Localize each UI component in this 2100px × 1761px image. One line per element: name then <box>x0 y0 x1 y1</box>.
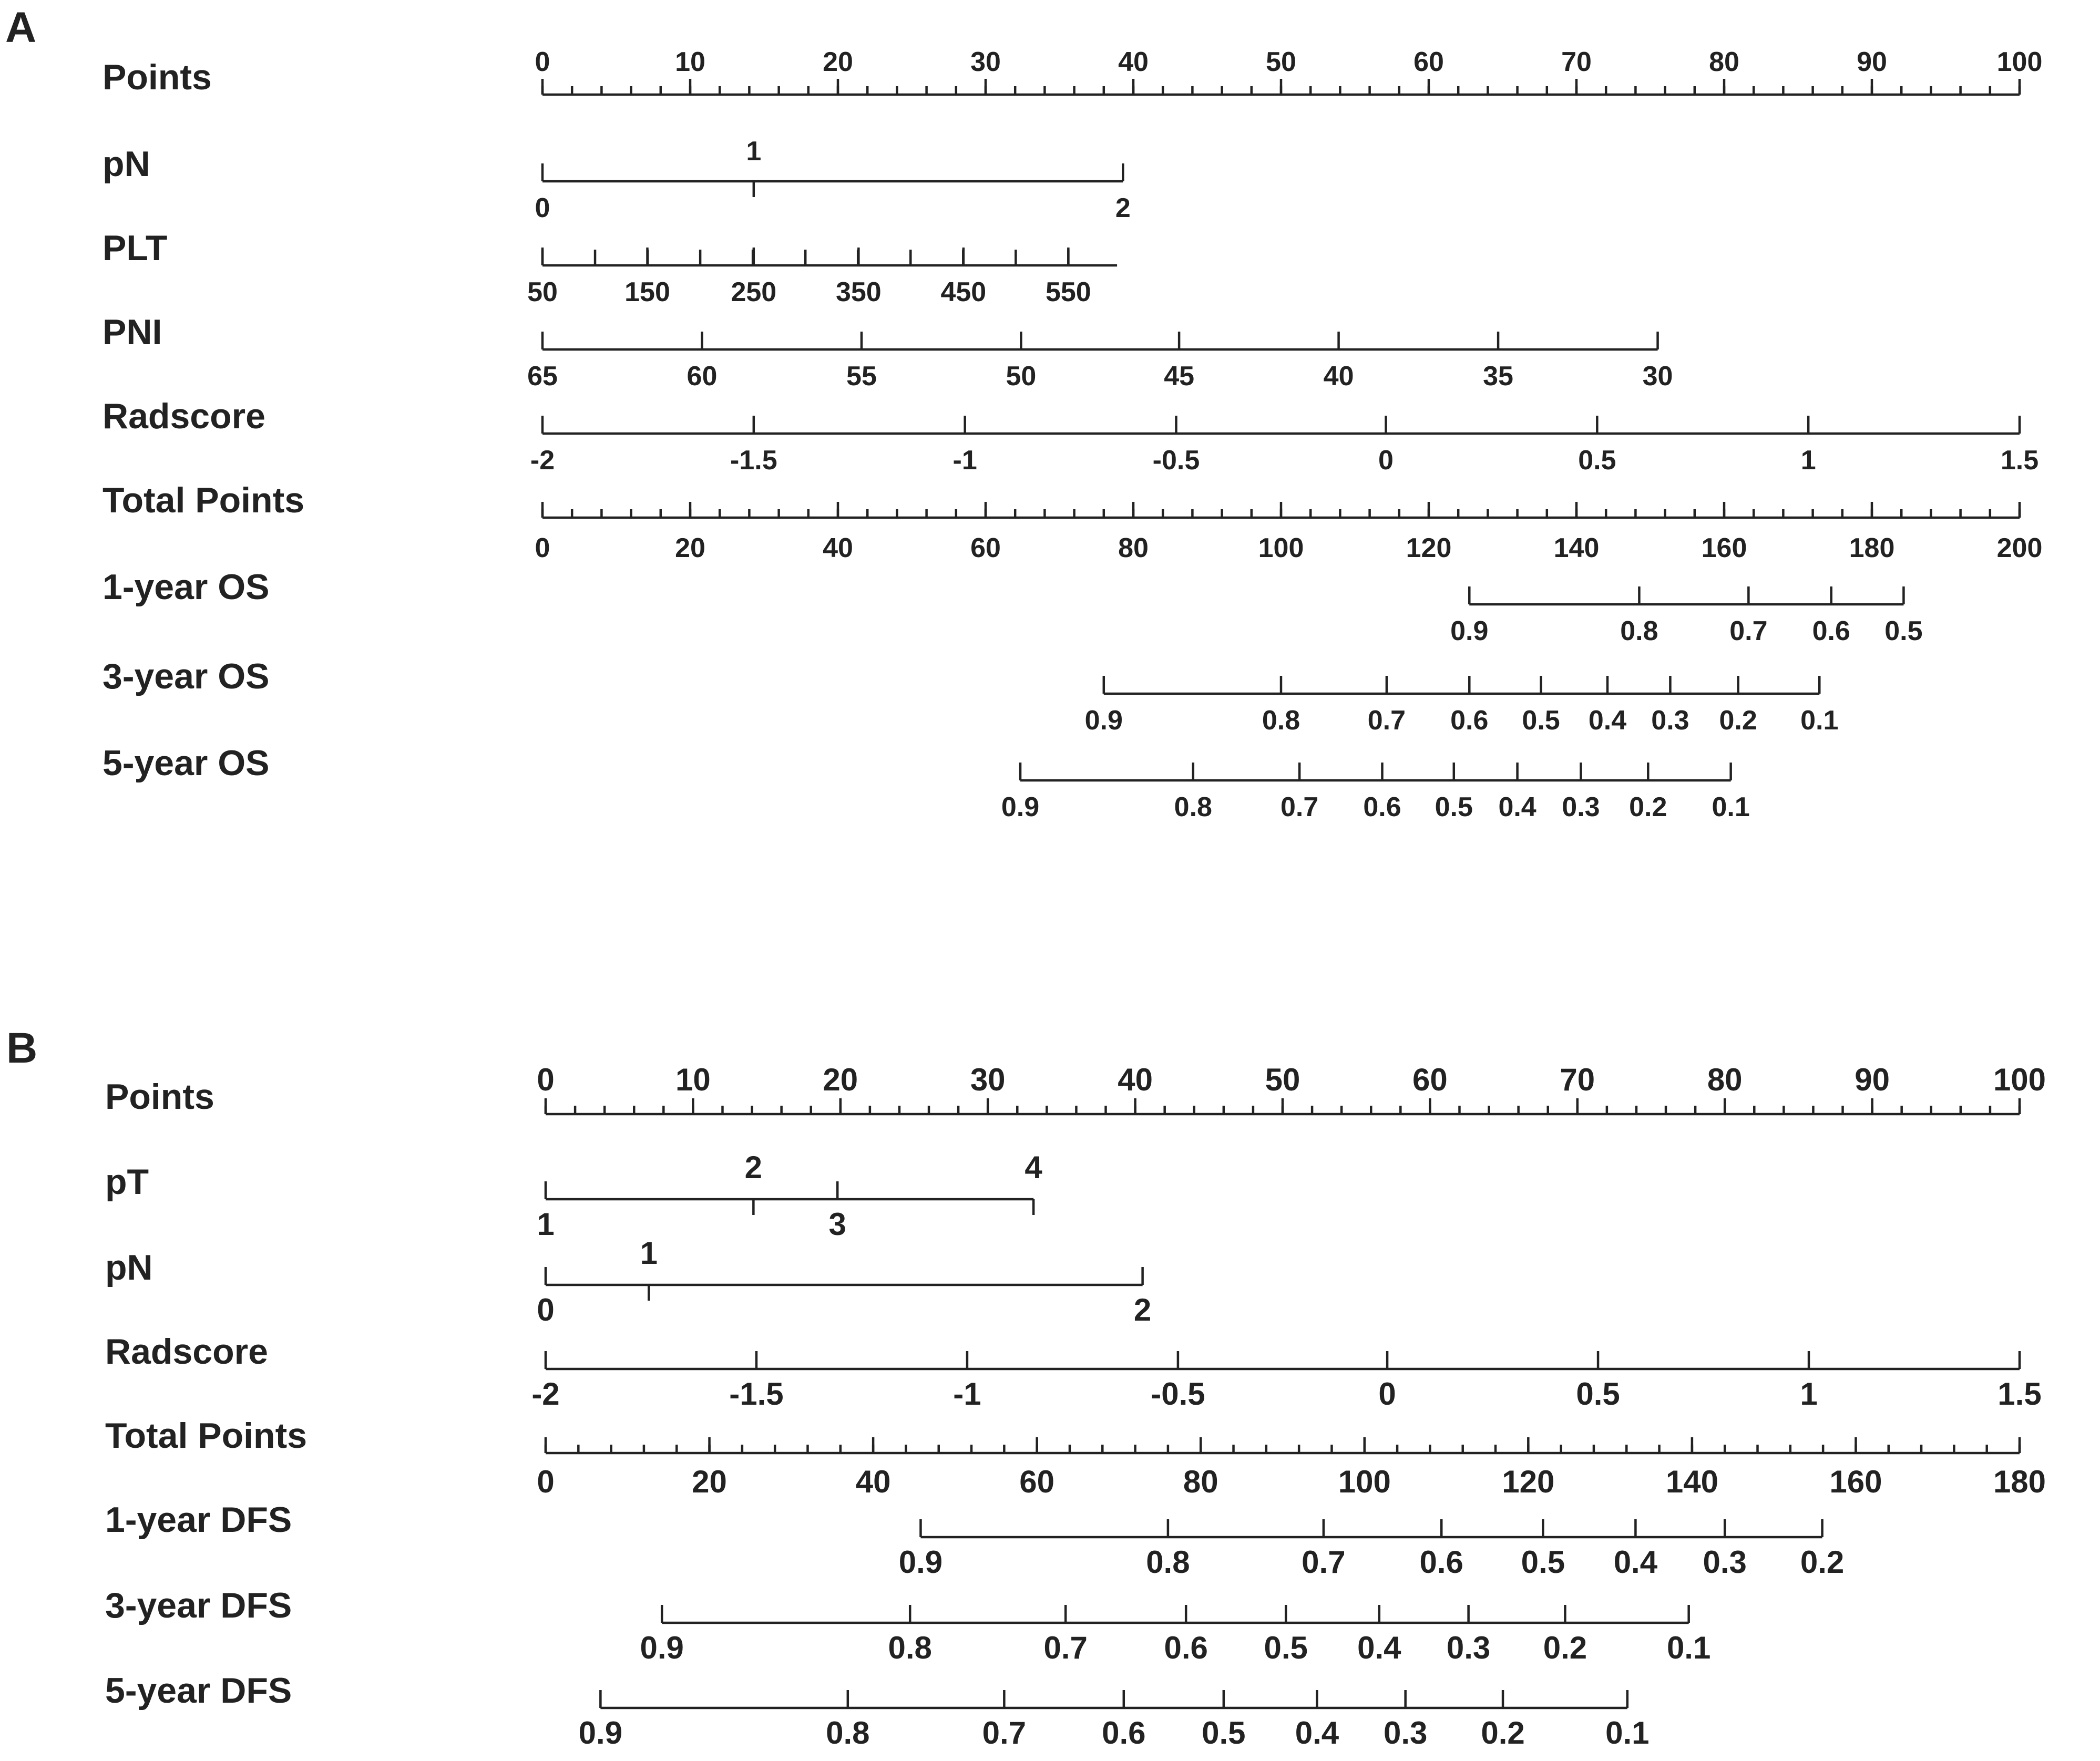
panel-a-radscore-tick-label: -1 <box>952 445 977 476</box>
panel-b-3-year-dfs-tick-label: 0.9 <box>640 1630 684 1665</box>
panel-b-radscore-tick-label: 1 <box>1800 1376 1818 1412</box>
panel-a-1-year-os-label: 1-year OS <box>103 567 270 607</box>
panel-b-pt-tick-label: 3 <box>828 1207 846 1242</box>
panel-b-5-year-dfs-tick-label: 0.8 <box>826 1715 870 1750</box>
panel-b-pn-tick-label: 0 <box>537 1292 555 1327</box>
panel-a-pn-tick-label: 1 <box>746 136 762 167</box>
panel-a-pn-tick-label: 0 <box>535 193 550 223</box>
panel-b-radscore-tick-label: -1 <box>953 1376 981 1412</box>
panel-a-pni-tick-label: 65 <box>527 361 558 392</box>
panel-b-5-year-dfs-tick-label: 0.5 <box>1202 1715 1246 1750</box>
panel-b-pt-tick-label: 1 <box>537 1207 555 1242</box>
panel-b-points-tick-label: 70 <box>1560 1062 1595 1097</box>
panel-b-3-year-dfs-tick-label: 0.1 <box>1666 1630 1711 1665</box>
panel-a-3-year-os-tick-label: 0.3 <box>1651 705 1689 736</box>
panel-b-5-year-dfs-tick-label: 0.6 <box>1102 1715 1146 1750</box>
panel-b-1-year-dfs-tick-label: 0.4 <box>1613 1544 1658 1580</box>
panel-a-total-points-tick-label: 200 <box>1996 533 2043 563</box>
panel-a-total-points-tick-label: 160 <box>1701 533 1747 563</box>
panel-b-total-points-tick-label: 40 <box>855 1464 891 1499</box>
panel-a-radscore-row <box>103 396 2038 476</box>
panel-b-pt-tick-label: 2 <box>744 1150 763 1185</box>
panel-b-5-year-dfs-tick-label: 0.7 <box>982 1715 1027 1750</box>
panel-a-3-year-os-tick-label: 0.7 <box>1367 705 1406 736</box>
panel-b-5-year-dfs-tick-label: 0.4 <box>1295 1715 1339 1750</box>
panel-a-pn-tick-label: 2 <box>1115 193 1131 223</box>
panel-b-1-year-dfs-row <box>105 1500 1844 1580</box>
panel-a-5-year-os-tick-label: 0.2 <box>1629 792 1667 822</box>
panel-b-1-year-dfs-tick-label: 0.7 <box>1302 1544 1346 1580</box>
panel-a-plt-tick-label: 550 <box>1045 277 1091 307</box>
panel-b-5-year-dfs-tick-label: 0.1 <box>1605 1715 1650 1750</box>
panel-a-5-year-os-tick-label: 0.1 <box>1712 792 1750 822</box>
panel-b-points-row <box>105 1062 2046 1117</box>
panel-a-points-tick-label: 0 <box>535 47 550 77</box>
panel-a-points-tick-label: 80 <box>1709 47 1739 77</box>
panel-a-3-year-os-label: 3-year OS <box>103 656 270 696</box>
panel-a-plt-tick-label: 250 <box>731 277 777 307</box>
panel-a-5-year-os-tick-label: 0.6 <box>1363 792 1401 822</box>
panel-a-points-tick-label: 70 <box>1561 47 1592 77</box>
panel-b-label: B <box>6 1024 38 1072</box>
panel-a-3-year-os-tick-label: 0.2 <box>1719 705 1757 736</box>
panel-b-points-tick-label: 50 <box>1265 1062 1300 1097</box>
panel-b-1-year-dfs-tick-label: 0.2 <box>1800 1544 1845 1580</box>
panel-a-points-tick-label: 10 <box>675 47 705 77</box>
panel-a-3-year-os-tick-label: 0.8 <box>1262 705 1300 736</box>
panel-a-plt-tick-label: 350 <box>835 277 882 307</box>
panel-a-points-tick-label: 60 <box>1413 47 1444 77</box>
panel-b-total-points-tick-label: 180 <box>1993 1464 2046 1499</box>
panel-a-radscore-tick-label: -1.5 <box>730 445 777 476</box>
panel-b-radscore-tick-label: -2 <box>531 1376 560 1412</box>
panel-b-points-label: Points <box>105 1077 214 1117</box>
panel-b-radscore-tick-label: -0.5 <box>1151 1376 1205 1412</box>
panel-b-radscore-tick-label: -1.5 <box>729 1376 784 1412</box>
panel-a-radscore-label: Radscore <box>103 396 265 436</box>
panel-b-radscore-tick-label: 1.5 <box>1997 1376 2042 1412</box>
panel-b-pn-row <box>105 1235 1151 1327</box>
panel-b-points-tick-label: 100 <box>1993 1062 2046 1097</box>
panel-b-3-year-dfs-tick-label: 0.8 <box>888 1630 932 1665</box>
panel-a-points-tick-label: 30 <box>970 47 1001 77</box>
panel-a-points-tick-label: 50 <box>1266 47 1296 77</box>
panel-b-points-tick-label: 30 <box>970 1062 1006 1097</box>
panel-b-pt-row <box>105 1150 1042 1242</box>
panel-a <box>5 4 2042 822</box>
panel-b-3-year-dfs-tick-label: 0.5 <box>1264 1630 1308 1665</box>
panel-b-pn-tick-label: 1 <box>640 1235 658 1271</box>
panel-a-plt-tick-label: 150 <box>624 277 670 307</box>
panel-b-5-year-dfs-row <box>105 1671 1650 1750</box>
panel-a-1-year-os-tick-label: 0.7 <box>1729 616 1768 646</box>
panel-b-3-year-dfs-tick-label: 0.6 <box>1164 1630 1208 1665</box>
panel-b-radscore-label: Radscore <box>105 1332 268 1372</box>
panel-b-points-tick-label: 60 <box>1412 1062 1448 1097</box>
panel-b-total-points-row <box>105 1416 2046 1499</box>
panel-a-3-year-os-tick-label: 0.6 <box>1450 705 1489 736</box>
panel-a-pn-label: pN <box>103 144 150 184</box>
panel-b-points-tick-label: 10 <box>675 1062 711 1097</box>
panel-b-total-points-tick-label: 140 <box>1665 1464 1718 1499</box>
panel-b-1-year-dfs-tick-label: 0.6 <box>1419 1544 1463 1580</box>
panel-a-radscore-tick-label: -0.5 <box>1152 445 1200 476</box>
panel-a-points-tick-label: 100 <box>1996 47 2043 77</box>
panel-b-3-year-dfs-label: 3-year DFS <box>105 1585 292 1625</box>
panel-a-1-year-os-tick-label: 0.6 <box>1812 616 1850 646</box>
panel-a-total-points-tick-label: 20 <box>675 533 705 563</box>
panel-b-radscore-tick-label: 0.5 <box>1576 1376 1620 1412</box>
panel-b-1-year-dfs-label: 1-year DFS <box>105 1500 292 1540</box>
panel-a-points-tick-label: 40 <box>1118 47 1149 77</box>
panel-b-points-tick-label: 90 <box>1855 1062 1890 1097</box>
panel-a-radscore-tick-label: 0.5 <box>1578 445 1616 476</box>
panel-b-radscore-row <box>105 1332 2042 1412</box>
panel-a-points-label: Points <box>103 57 212 97</box>
panel-b-pn-label: pN <box>105 1248 153 1288</box>
panel-a-total-points-tick-label: 100 <box>1258 533 1304 563</box>
panel-a-label: A <box>5 4 37 52</box>
panel-a-pni-tick-label: 55 <box>846 361 877 392</box>
panel-a-pni-row <box>103 312 1673 392</box>
panel-a-points-tick-label: 90 <box>1857 47 1887 77</box>
panel-b-total-points-tick-label: 120 <box>1502 1464 1555 1499</box>
panel-b-points-tick-label: 0 <box>537 1062 555 1097</box>
panel-a-radscore-tick-label: 1.5 <box>2000 445 2039 476</box>
panel-b-radscore-tick-label: 0 <box>1378 1376 1396 1412</box>
panel-a-total-points-tick-label: 120 <box>1406 533 1452 563</box>
panel-a-5-year-os-row <box>103 743 1750 822</box>
panel-b-total-points-tick-label: 0 <box>537 1464 555 1499</box>
panel-a-5-year-os-tick-label: 0.4 <box>1498 792 1536 822</box>
panel-b-1-year-dfs-tick-label: 0.3 <box>1703 1544 1747 1580</box>
panel-a-plt-row <box>103 228 1117 307</box>
panel-a-points-tick-label: 20 <box>823 47 853 77</box>
panel-a-total-points-tick-label: 60 <box>970 533 1001 563</box>
panel-b-total-points-label: Total Points <box>105 1416 308 1456</box>
panel-a-plt-tick-label: 450 <box>940 277 987 307</box>
panel-a-pni-tick-label: 50 <box>1006 361 1037 392</box>
panel-a-1-year-os-tick-label: 0.5 <box>1884 616 1923 646</box>
panel-a-pni-tick-label: 60 <box>687 361 718 392</box>
panel-b-total-points-tick-label: 160 <box>1829 1464 1882 1499</box>
panel-a-points-row <box>103 47 2042 97</box>
panel-a-total-points-row <box>103 480 2042 563</box>
panel-b <box>6 1024 2046 1750</box>
panel-a-total-points-label: Total Points <box>103 480 305 520</box>
panel-a-5-year-os-tick-label: 0.5 <box>1435 792 1473 822</box>
panel-a-pni-tick-label: 45 <box>1164 361 1195 392</box>
panel-a-total-points-tick-label: 140 <box>1553 533 1600 563</box>
panel-a-5-year-os-tick-label: 0.9 <box>1001 792 1040 822</box>
panel-b-pn-tick-label: 2 <box>1133 1292 1152 1327</box>
panel-a-5-year-os-tick-label: 0.3 <box>1562 792 1600 822</box>
panel-b-pt-tick-label: 4 <box>1025 1150 1042 1185</box>
panel-a-total-points-tick-label: 40 <box>823 533 853 563</box>
panel-a-pni-tick-label: 30 <box>1642 361 1673 392</box>
panel-b-pt-label: pT <box>105 1162 149 1202</box>
panel-a-pn-row <box>103 136 1131 223</box>
panel-a-1-year-os-row <box>103 567 1923 646</box>
panel-a-5-year-os-tick-label: 0.7 <box>1280 792 1319 822</box>
panel-a-plt-tick-label: 50 <box>527 277 558 307</box>
panel-a-radscore-tick-label: 0 <box>1378 445 1394 476</box>
panel-a-pni-tick-label: 40 <box>1323 361 1354 392</box>
panel-b-5-year-dfs-tick-label: 0.3 <box>1383 1715 1428 1750</box>
panel-b-3-year-dfs-tick-label: 0.4 <box>1357 1630 1401 1665</box>
panel-b-points-tick-label: 80 <box>1707 1062 1743 1097</box>
panel-b-total-points-tick-label: 20 <box>692 1464 727 1499</box>
panel-a-5-year-os-label: 5-year OS <box>103 743 270 783</box>
panel-a-1-year-os-tick-label: 0.8 <box>1620 616 1658 646</box>
panel-b-1-year-dfs-tick-label: 0.8 <box>1146 1544 1190 1580</box>
panel-b-3-year-dfs-tick-label: 0.7 <box>1043 1630 1088 1665</box>
panel-b-1-year-dfs-tick-label: 0.9 <box>898 1544 943 1580</box>
panel-a-total-points-tick-label: 80 <box>1118 533 1149 563</box>
panel-a-1-year-os-tick-label: 0.9 <box>1450 616 1489 646</box>
panel-b-3-year-dfs-tick-label: 0.2 <box>1543 1630 1587 1665</box>
panel-a-radscore-tick-label: -2 <box>530 445 555 476</box>
panel-b-5-year-dfs-tick-label: 0.2 <box>1481 1715 1525 1750</box>
panel-b-points-tick-label: 20 <box>823 1062 858 1097</box>
panel-a-3-year-os-row <box>103 656 1838 736</box>
panel-a-pni-label: PNI <box>103 312 162 352</box>
panel-b-5-year-dfs-label: 5-year DFS <box>105 1671 292 1711</box>
panel-a-plt-label: PLT <box>103 228 168 268</box>
panel-a-5-year-os-tick-label: 0.8 <box>1174 792 1212 822</box>
panel-b-1-year-dfs-tick-label: 0.5 <box>1521 1544 1565 1580</box>
panel-a-3-year-os-tick-label: 0.4 <box>1588 705 1627 736</box>
panel-a-total-points-tick-label: 180 <box>1849 533 1895 563</box>
panel-b-total-points-tick-label: 80 <box>1183 1464 1218 1499</box>
panel-b-total-points-tick-label: 100 <box>1338 1464 1391 1499</box>
panel-a-total-points-tick-label: 0 <box>535 533 550 563</box>
panel-a-pni-tick-label: 35 <box>1483 361 1513 392</box>
panel-b-3-year-dfs-row <box>105 1585 1710 1665</box>
panel-b-3-year-dfs-tick-label: 0.3 <box>1446 1630 1491 1665</box>
panel-a-3-year-os-tick-label: 0.9 <box>1084 705 1123 736</box>
panel-b-points-tick-label: 40 <box>1118 1062 1153 1097</box>
panel-a-radscore-tick-label: 1 <box>1800 445 1816 476</box>
panel-a-3-year-os-tick-label: 0.1 <box>1800 705 1839 736</box>
panel-a-3-year-os-tick-label: 0.5 <box>1522 705 1560 736</box>
panel-b-5-year-dfs-tick-label: 0.9 <box>578 1715 623 1750</box>
panel-b-total-points-tick-label: 60 <box>1019 1464 1055 1499</box>
